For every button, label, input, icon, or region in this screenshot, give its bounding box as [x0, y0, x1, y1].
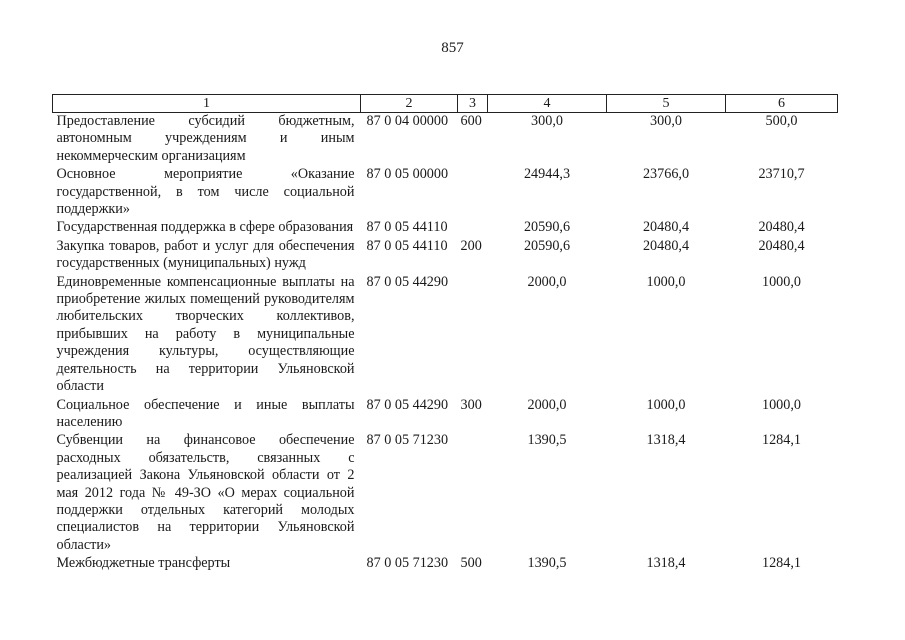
table-row	[53, 554, 838, 572]
column-header-2: 2	[361, 95, 458, 113]
row-value-4: 1390,5	[527, 432, 567, 449]
table-header-row	[53, 95, 838, 113]
row-code: 87 0 05 00000	[366, 166, 449, 183]
row-name: Предоставление субсидий бюджетным, автономным учреждениям и иным некоммерческим организациям	[56, 113, 355, 164]
column-header-3: 3	[458, 95, 488, 113]
row-value-6: 1284,1	[761, 432, 801, 449]
table-row	[53, 113, 838, 166]
column-header-6: 6	[726, 95, 838, 113]
row-value-6: 1284,1	[761, 555, 801, 572]
row-value-5: 1318,4	[646, 432, 686, 449]
row-value-4: 2000,0	[527, 273, 567, 290]
table-row	[53, 431, 838, 554]
row-code: 87 0 05 44110	[366, 237, 448, 254]
row-type: 600	[460, 113, 482, 129]
table-row	[53, 237, 838, 273]
row-code: 87 0 05 44110	[366, 219, 448, 236]
row-type: 200	[460, 237, 482, 254]
row-name: Социальное обеспечение и иные выплаты населению	[56, 396, 355, 430]
row-type: 500	[460, 555, 482, 572]
row-code: 87 0 05 71230	[366, 432, 449, 449]
budget-table	[52, 94, 838, 573]
page-number: 857	[441, 40, 464, 56]
table-row	[53, 273, 838, 396]
table-row	[53, 218, 838, 236]
row-name: Единовременные компенсационные выплаты на приобретение жилых помещений руководителям любительских творческих коллективов, прибывших на работу в муниципальные учреждения культуры, осуществляющие деятельность на территории Ульяновской области	[56, 273, 355, 395]
column-header-5: 5	[607, 95, 726, 113]
row-type	[458, 165, 488, 218]
row-code: 87 0 05 71230	[366, 555, 449, 572]
table-row	[53, 396, 838, 432]
row-value-6: 23710,7	[758, 166, 805, 183]
row-name: Межбюджетные трансферты	[56, 555, 231, 572]
row-type	[458, 431, 488, 554]
row-value-5: 1000,0	[646, 396, 686, 413]
row-value-6: 20480,4	[758, 219, 805, 236]
column-header-1: 1	[53, 95, 361, 113]
row-value-4: 20590,6	[523, 219, 571, 236]
row-code: 87 0 05 44290	[366, 273, 449, 290]
row-code: 87 0 05 44290	[366, 396, 449, 413]
row-value-5: 300,0	[650, 113, 682, 129]
row-name: Основное мероприятие «Оказание государственной, в том числе социальной поддержки»	[56, 166, 355, 218]
row-value-4: 24944,3	[523, 166, 571, 183]
row-value-4: 300,0	[531, 113, 563, 129]
row-type	[458, 218, 488, 236]
row-value-6: 1000,0	[761, 396, 801, 413]
row-type	[458, 273, 488, 396]
row-name: Закупка товаров, работ и услуг для обеспечения государственных (муниципальных) нужд	[56, 237, 355, 272]
column-header-4: 4	[488, 95, 607, 113]
row-value-5: 1318,4	[646, 555, 686, 572]
row-value-5: 20480,4	[642, 219, 690, 236]
row-value-6: 1000,0	[761, 273, 801, 290]
row-type: 300	[460, 396, 482, 413]
row-name: Субвенции на финансовое обеспечение расходных обязательств, связанных с реализацией Закона Ульяновской области от 2 мая 2012 года № 49-ЗО «О мерах социальной поддержки отдельных категорий молодых специалистов на территории Ульяновской области»	[56, 432, 355, 553]
row-code: 87 0 04 00000	[366, 113, 449, 129]
table-row	[53, 165, 838, 218]
row-value-4: 20590,6	[523, 237, 571, 254]
row-value-6: 500,0	[765, 113, 798, 129]
row-value-5: 1000,0	[646, 273, 686, 290]
row-value-5: 20480,4	[642, 237, 690, 254]
row-value-4: 1390,5	[527, 555, 567, 572]
row-value-6: 20480,4	[758, 237, 805, 254]
row-value-4: 2000,0	[527, 396, 567, 413]
row-name: Государственная поддержка в сфере образования	[56, 219, 354, 236]
row-value-5: 23766,0	[642, 166, 690, 183]
